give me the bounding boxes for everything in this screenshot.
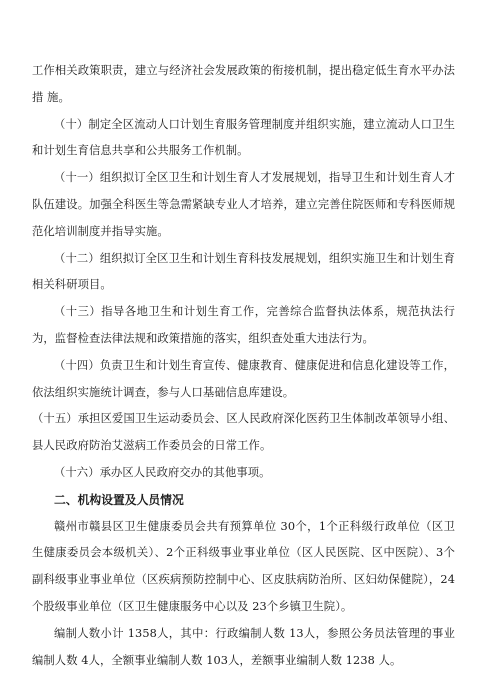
paragraph-item-14: （十四）负责卫生和计划生育宣传、健康教育、健康促进和信息化建设等工作，依法组织实施统计调查，参与人口基础信息库建设。 bbox=[32, 358, 455, 399]
paragraph-item-11: （十一）组织拟订全区卫生和计划生育人才发展规划，指导卫生和计划生育人才队伍建设。加强全科医生等急需紧缺专业人才培养，建立完善住院医师和专科医师规范化培训制度并指导实施。 bbox=[32, 171, 455, 238]
paragraph-budget-units: 赣州市赣县区卫生健康委员会共有预算单位 30个，1个正科级行政单位（区卫生健康委员会本级机关）、2个正科级事业事业单位（区人民医院、区中医院）、3个副科级事业事业单位（区疾病预防控制中心、区皮肤病防治所、区妇幼保健院），24个股级事业单位（区卫生健康服务中心以及 23个乡镇卫生院）。 bbox=[32, 519, 455, 613]
section-heading: 二、机构设置及人员情况 bbox=[54, 492, 184, 507]
paragraph-continuation: 工作相关政策职责，建立与经济社会发展政策的衔接机制，提出稳定低生育水平办法措 施。 bbox=[32, 64, 455, 104]
paragraph-staffing: 编制人数小计 1358人，其中：行政编制人数 13人，参照公务员法管理的事业编制人数 4人，全额事业编制人数 103人，差额事业编制人数 1238 人。 bbox=[32, 626, 455, 667]
paragraph-item-13: （十三）指导各地卫生和计划生育工作，完善综合监督执法体系，规范执法行为，监督检查法律法规和政策措施的落实，组织查处重大违法行为。 bbox=[32, 305, 455, 345]
paragraph-item-10: （十）制定全区流动人口计划生育服务管理制度并组织实施，建立流动人口卫生和计划生育信息共享和公共服务工作机制。 bbox=[32, 117, 455, 158]
paragraph-item-12: （十二）组织拟订全区卫生和计划生育科技发展规划，组织实施卫生和计划生育相关科研项目。 bbox=[32, 251, 455, 292]
paragraph-item-16: （十六）承办区人民政府交办的其他事项。 bbox=[54, 465, 271, 479]
paragraph-item-15: （十五）承担区爱国卫生运动委员会、区人民政府深化医药卫生体制改革领导小组、县人民政府防治艾滋病工作委员会的日常工作。 bbox=[32, 412, 455, 453]
